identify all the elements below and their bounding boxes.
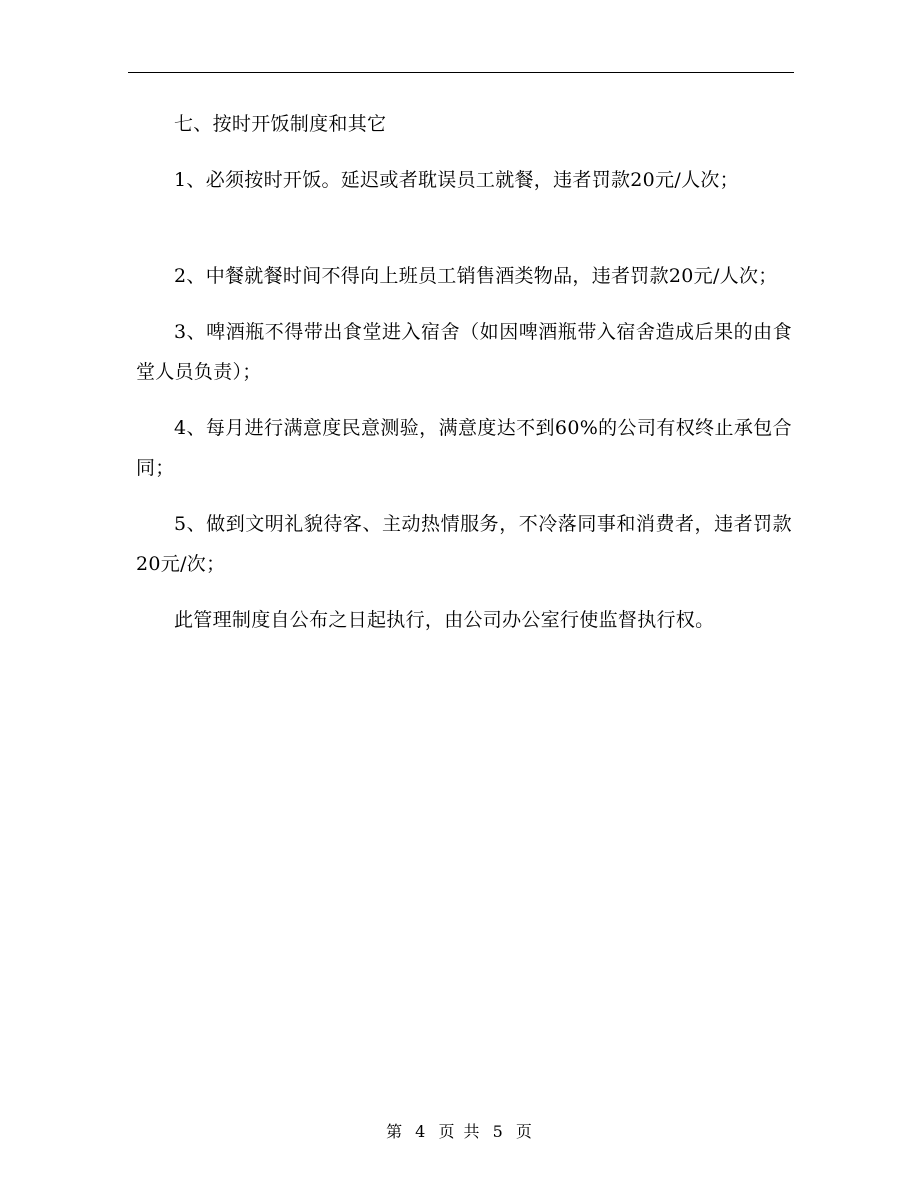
paragraph-4: 4、每月进行满意度民意测验，满意度达不到60%的公司有权终止承包合同； [136, 417, 792, 479]
header-rule [128, 72, 794, 73]
paragraph-1: 1、必须按时开饭。延迟或者耽误员工就餐，违者罚款20元/人次； [174, 169, 739, 191]
footer-current-page: 4 [415, 1122, 428, 1141]
document-body [136, 104, 792, 656]
footer-suffix: 页 [515, 1122, 534, 1141]
paragraph-2: 2、中餐就餐时间不得向上班员工销售酒类物品，违者罚款20元/人次； [174, 265, 778, 287]
paragraph-5: 5、做到文明礼貌待客、主动热情服务，不冷落同事和消费者，违者罚款20元/次； [136, 513, 792, 575]
section-heading: 七、按时开饭制度和其它 [174, 113, 387, 135]
paragraph-3: 3、啤酒瓶不得带出食堂进入宿舍（如因啤酒瓶带入宿舍造成后果的由食堂人员负责）； [136, 321, 792, 383]
footer-total-pages: 5 [492, 1122, 505, 1141]
page-footer [0, 1122, 920, 1142]
footer-prefix: 第 [386, 1122, 405, 1141]
closing-statement: 此管理制度自公布之日起执行，由公司办公室行使监督执行权。 [174, 609, 715, 631]
footer-middle: 页 共 [438, 1122, 482, 1141]
